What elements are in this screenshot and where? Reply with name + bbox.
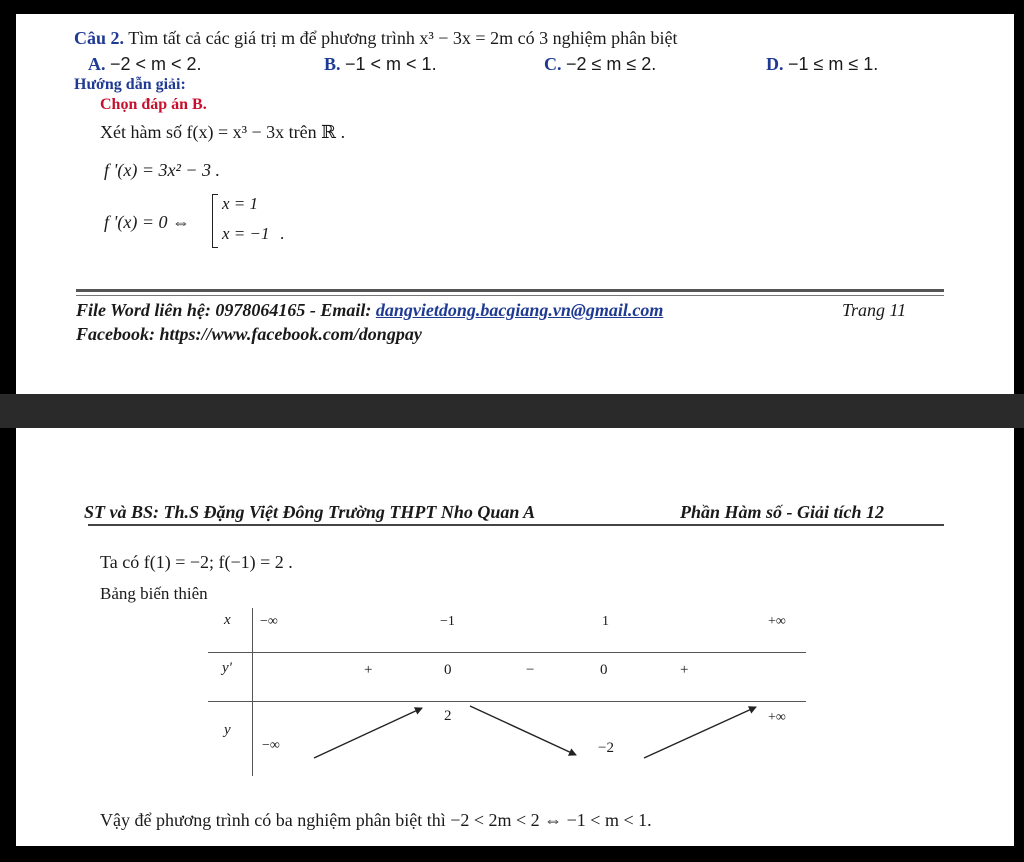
- page-header-right: Phần Hàm số - Giải tích 12: [680, 502, 885, 522]
- footer-contact: File Word liên hệ: 0978064165 - Email: dangvietdong.bacgiang.vn@gmail.com: [76, 300, 664, 320]
- table-y-value: −2: [598, 740, 614, 756]
- solution-line-1: Xét hàm số f(x) = x³ − 3x trên ℝ .: [100, 122, 346, 142]
- option-a: A. −2 < m < 2.: [88, 54, 202, 74]
- case-1: x = 1: [222, 194, 259, 213]
- table-sign: +: [680, 662, 689, 678]
- document-page-1: [16, 14, 1014, 394]
- table-title: Bảng biến thiên: [100, 584, 208, 603]
- table-y-label: y: [224, 722, 231, 738]
- system-bracket: [212, 194, 218, 248]
- table-x-value: −∞: [260, 614, 278, 629]
- table-y-value: −∞: [262, 738, 280, 753]
- option-d: D. −1 ≤ m ≤ 1.: [766, 54, 879, 74]
- page-separator: [0, 394, 1024, 428]
- table-x-value: +∞: [768, 614, 786, 629]
- option-c: C. −2 ≤ m ≤ 2.: [544, 54, 657, 74]
- table-x-value: −1: [440, 614, 455, 629]
- arrow-increase-1: [314, 708, 422, 758]
- option-b: B. −1 < m < 1.: [324, 54, 437, 74]
- table-sign: 0: [444, 662, 452, 678]
- arrow-decrease: [470, 706, 576, 755]
- question-label: Câu 2.: [74, 28, 125, 48]
- guide-title: Hướng dẫn giải:: [74, 76, 186, 93]
- case-2: x = −1: [222, 224, 270, 243]
- table-sign: 0: [600, 662, 608, 678]
- table-sign: −: [526, 662, 535, 678]
- table-yprime-label: y': [222, 660, 232, 676]
- page-number: Trang 11: [842, 300, 907, 320]
- solution-line-3: f '(x) = 0 ⇔: [104, 212, 190, 232]
- table-y-value: +∞: [768, 710, 786, 725]
- table-arrows: [16, 428, 1014, 846]
- table-x-label: x: [224, 612, 231, 628]
- question-line: [74, 28, 678, 49]
- footer-facebook[interactable]: Facebook: https://www.facebook.com/dongpay: [76, 324, 422, 344]
- table-sign: +: [364, 662, 373, 678]
- arrow-increase-2: [644, 707, 756, 758]
- table-y-value: 2: [444, 708, 452, 724]
- value-line: Ta có f(1) = −2; f(−1) = 2 .: [100, 552, 293, 572]
- footer-email-link[interactable]: dangvietdong.bacgiang.vn@gmail.com: [375, 300, 664, 320]
- footer-divider: [76, 289, 944, 292]
- footer-divider-thin: [76, 295, 944, 296]
- bottom-bar: [0, 846, 1024, 862]
- case-end: .: [280, 224, 285, 243]
- table-x-value: 1: [602, 614, 609, 629]
- answer-choice: Chọn đáp án B.: [100, 96, 207, 113]
- solution-line-2: f '(x) = 3x² − 3 .: [104, 160, 221, 180]
- question-text: Tìm tất cả các giá trị m để phương trình x³ − 3x = 2m có 3 nghiệm phân biệt: [128, 28, 678, 48]
- conclusion-line: Vậy để phương trình có ba nghiệm phân biệt thì −2 < 2m < 2 ⇔ −1 < m < 1.: [100, 810, 652, 830]
- page-header-left: ST và BS: Th.S Đặng Việt Đông Trường THPT Nho Quan A: [84, 502, 536, 522]
- document-page-2: [16, 428, 1014, 846]
